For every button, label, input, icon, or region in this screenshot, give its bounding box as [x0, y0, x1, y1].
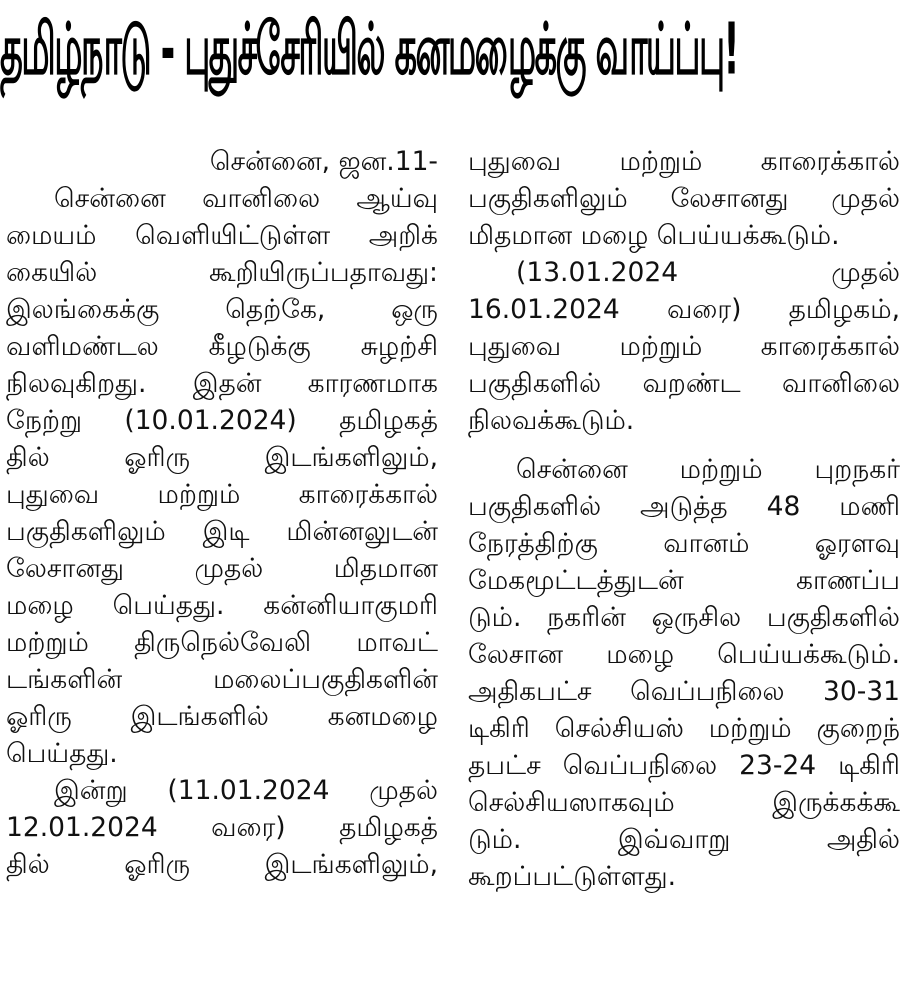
text-line: கையில் கூறியிருப்பதாவது:	[6, 257, 438, 288]
dateline: சென்னை, ஜன.11-	[209, 146, 438, 177]
text-line: 12.01.2024 வரை) தமிழகத்	[6, 812, 438, 843]
text-line: கூறப்பட்டுள்ளது.	[468, 861, 677, 892]
text-line: பகுதிகளில் அடுத்த 48 மணி	[468, 491, 900, 522]
text-line: தில் ஓரிரு இடங்களிலும்,	[6, 442, 438, 473]
text-line: (13.01.2024 முதல்	[516, 257, 900, 288]
article-column-right	[468, 143, 900, 895]
text-line: டிகிரி செல்சியஸ் மற்றும் குறைந்	[468, 713, 900, 744]
text-line: புதுவை மற்றும் காரைக்கால்	[468, 331, 900, 362]
text-line: லேசான மழை பெய்யக்கூடும்.	[468, 639, 900, 670]
text-line: மேகமூட்டத்துடன் காணப்ப	[468, 565, 900, 596]
text-line: ஓரிரு இடங்களில் கனமழை	[6, 701, 438, 732]
text-line: நேரத்திற்கு வானம் ஓரளவு	[468, 528, 900, 559]
text-line: 16.01.2024 வரை) தமிழகம்,	[468, 294, 900, 325]
text-line: பகுதிகளிலும் லேசானது முதல்	[468, 183, 900, 214]
text-line: சென்னை வானிலை ஆய்வு	[54, 183, 438, 214]
text-line: பகுதிகளிலும் இடி மின்னலுடன்	[6, 516, 438, 547]
text-line: வளிமண்டல கீழடுக்கு சுழற்சி	[6, 331, 438, 362]
text-line: நிலவுகிறது. இதன் காரணமாக	[6, 368, 438, 399]
text-line: மையம் வெளியிட்டுள்ள அறிக்	[6, 220, 438, 251]
text-line: டும். இவ்வாறு அதில்	[468, 824, 900, 855]
text-line: தில் ஓரிரு இடங்களிலும்,	[6, 849, 438, 880]
headline: தமிழ்நாடு - புதுச்சேரியில் கனமழைக்கு வாய்ப்பு!	[0, 8, 738, 92]
paragraph-gap	[468, 439, 900, 451]
text-line: அதிகபட்ச வெப்பநிலை 30-31	[468, 676, 900, 707]
text-line: செல்சியஸாகவும் இருக்கக்கூ	[468, 787, 900, 818]
text-line: டும். நகரின் ஒருசில பகுதிகளில்	[468, 602, 900, 633]
text-line: புதுவை மற்றும் காரைக்கால்	[468, 146, 900, 177]
text-line: மிதமான மழை பெய்யக்கூடும்.	[468, 220, 840, 251]
text-line: லேசானது முதல் மிதமான	[6, 553, 438, 584]
text-line: தபட்ச வெப்பநிலை 23-24 டிகிரி	[468, 750, 900, 781]
text-line: நிலவக்கூடும்.	[468, 405, 635, 436]
text-line: டங்களின் மலைப்பகுதிகளின்	[6, 664, 438, 695]
article-column-left	[6, 143, 438, 883]
text-line: மழை பெய்தது. கன்னியாகுமரி	[6, 590, 438, 621]
text-line: மற்றும் திருநெல்வேலி மாவட்	[6, 627, 438, 658]
text-line: நேற்று (10.01.2024) தமிழகத்	[6, 405, 438, 436]
text-line: பெய்தது.	[6, 738, 118, 769]
text-line: சென்னை மற்றும் புறநகர்	[516, 454, 900, 485]
text-line: பகுதிகளில் வறண்ட வானிலை	[468, 368, 900, 399]
text-line: புதுவை மற்றும் காரைக்கால்	[6, 479, 438, 510]
text-line: இன்று (11.01.2024 முதல்	[54, 775, 438, 806]
text-line: இலங்கைக்கு தெற்கே, ஒரு	[6, 294, 438, 325]
